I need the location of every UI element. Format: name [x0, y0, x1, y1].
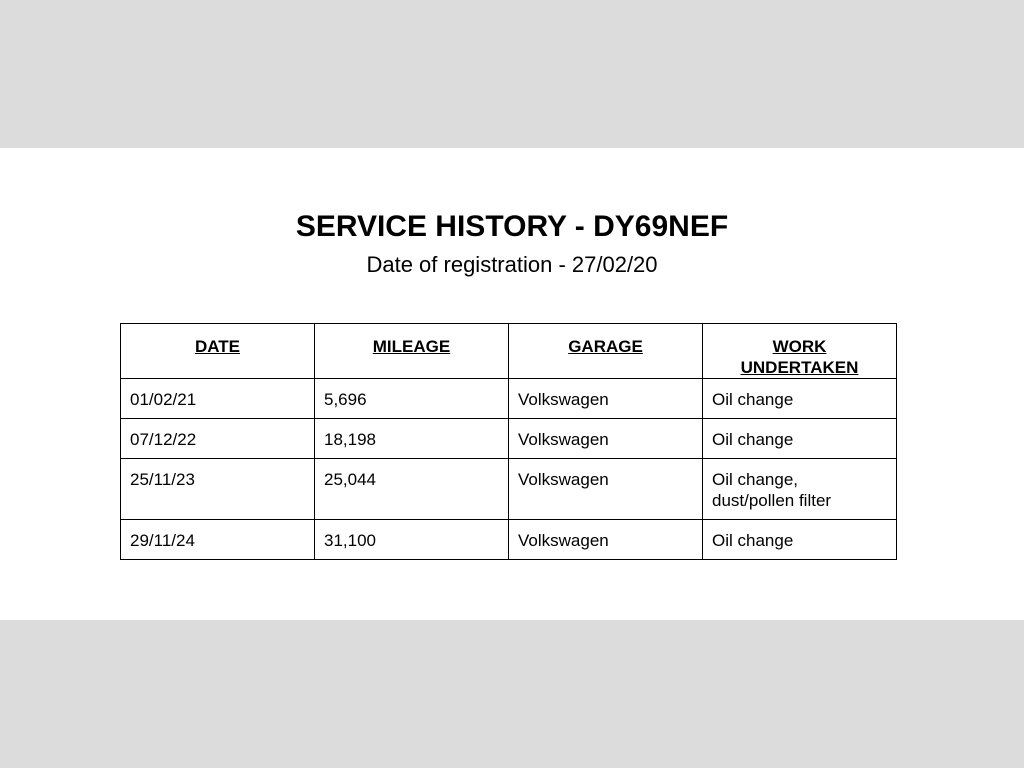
header-work-line2: UNDERTAKEN — [740, 358, 859, 377]
cell-date: 25/11/23 — [121, 459, 315, 520]
header-mileage: MILEAGE — [315, 324, 509, 379]
header-work-undertaken — [703, 324, 897, 379]
cell-date: 01/02/21 — [121, 379, 315, 419]
cell-work-line1: Oil change — [712, 430, 794, 449]
header-work-line1: WORK — [772, 337, 827, 356]
registration-date: Date of registration - 27/02/20 — [366, 252, 658, 277]
cell-work — [703, 459, 897, 520]
cell-work-line1: Oil change — [712, 390, 794, 409]
cell-mileage: 18,198 — [315, 419, 509, 459]
cell-work — [703, 520, 897, 560]
table-row — [121, 520, 897, 560]
table-row — [121, 419, 897, 459]
document-page — [0, 148, 1024, 620]
table-row — [121, 379, 897, 419]
cell-garage: Volkswagen — [509, 520, 703, 560]
header-garage: GARAGE — [509, 324, 703, 379]
cell-work-line2: dust/pollen filter — [712, 491, 832, 510]
cell-work-line1: Oil change — [712, 531, 794, 550]
table-header-row — [121, 324, 897, 379]
service-history-table — [120, 323, 897, 560]
table-row — [121, 459, 897, 520]
cell-work — [703, 379, 897, 419]
cell-mileage: 25,044 — [315, 459, 509, 520]
cell-garage: Volkswagen — [509, 419, 703, 459]
cell-garage: Volkswagen — [509, 459, 703, 520]
cell-mileage: 31,100 — [315, 520, 509, 560]
cell-work-line1: Oil change, — [712, 470, 798, 489]
header-date: DATE — [121, 324, 315, 379]
cell-date: 29/11/24 — [121, 520, 315, 560]
cell-mileage: 5,696 — [315, 379, 509, 419]
cell-garage: Volkswagen — [509, 379, 703, 419]
cell-work — [703, 419, 897, 459]
cell-date: 07/12/22 — [121, 419, 315, 459]
page-title: SERVICE HISTORY - DY69NEF — [295, 210, 729, 243]
